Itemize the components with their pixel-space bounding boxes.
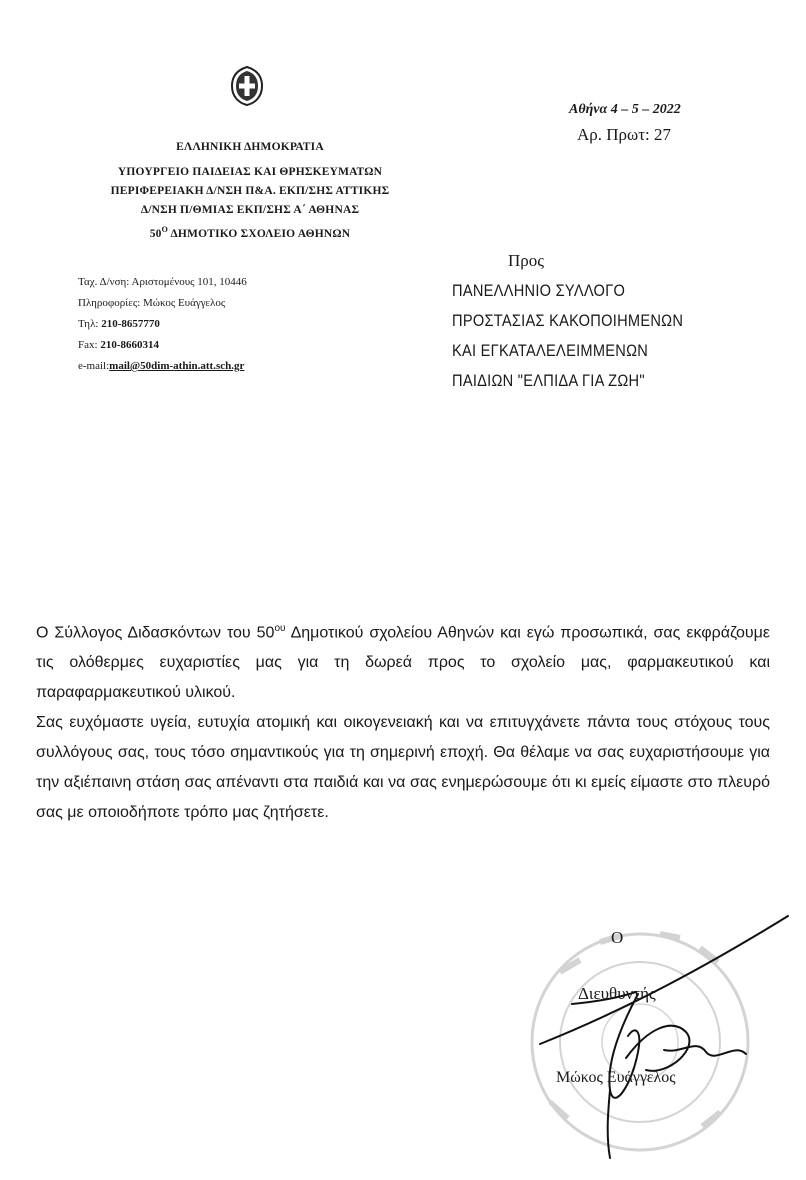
republic-title: ΕΛΛΗΝΙΚΗ ΔΗΜΟΚΡΑΤΙΑ bbox=[176, 141, 324, 153]
letterhead bbox=[60, 138, 440, 244]
date-block bbox=[569, 98, 769, 148]
letter-date: Αθήνα 4 – 5 – 2022 bbox=[569, 102, 681, 117]
address-label: Ταχ. Δ/νση: bbox=[78, 276, 130, 288]
address-value: Αριστομένους 101, 10446 bbox=[131, 276, 247, 288]
contact-info bbox=[78, 272, 378, 377]
school-name bbox=[60, 220, 440, 244]
fax-line bbox=[78, 335, 378, 356]
signature-article: Ο bbox=[611, 928, 624, 947]
body-paragraph-2: Σας ευχόμαστε υγεία, ευτυχία ατομική και οικογενειακή και να επιτυγχάνετε πάντα τους στόχους τους συλλόγους σας, τους τόσο σημαντικούς για τη σημερινή εποχή. Θα θέλαμε να σας ευχαριστήσουμε για την αξιέπαινη στάση σας απέναντι στα παιδιά και να σας ενημερώσουμε ότι κι εμείς είμαστε στο πλευρό σας με οποιοδήποτε τρόπο μας ζητήσετε. bbox=[36, 714, 770, 822]
school-number-suffix: Ο bbox=[161, 225, 169, 234]
info-value: Μώκος Ευάγγελος bbox=[143, 297, 226, 309]
recipient-line: ΠΑΝΕΛΛΗΝΙΟ ΣΥΛΛΟΓΟ bbox=[452, 281, 626, 300]
primary-directorate: Δ/ΝΣΗ Π/ΘΜΙΑΣ ΕΚΠ/ΣΗΣ Α΄ ΑΘΗΝΑΣ bbox=[140, 204, 360, 216]
to-label: Προς bbox=[508, 251, 544, 270]
letter-body bbox=[36, 614, 770, 828]
email-link[interactable]: mail@50dim-athin.att.sch.gr bbox=[109, 360, 245, 372]
signature-title: Διευθυντής bbox=[578, 984, 656, 1003]
recipient-line: ΠΡΟΣΤΑΣΙΑΣ ΚΑΚΟΠΟΙΗΜΕΝΩΝ bbox=[452, 311, 684, 330]
greek-coat-of-arms-icon bbox=[229, 66, 265, 106]
body-p1-rest: Δημοτικού σχολείου Αθηνών και εγώ προσωπικά, σας εκφράζουμε τις ολόθερμες ευχαριστίες μας για τη δωρεά προς το σχολείο μας, φαρμακευτικού και παραφαρμακευτικού υλικού. bbox=[36, 624, 770, 702]
signature-and-stamp bbox=[510, 912, 800, 1172]
tel-label: Τηλ: bbox=[78, 318, 99, 330]
signature-name: Μώκος Ευάγγελος bbox=[556, 1069, 676, 1086]
body-p1-suffix: ου bbox=[274, 623, 286, 634]
info-label: Πληροφορίες: bbox=[78, 297, 141, 309]
fax-label: Fax: bbox=[78, 339, 98, 351]
body-paragraph-1 bbox=[36, 614, 770, 708]
tel-value: 210-8657770 bbox=[101, 318, 160, 330]
ministry-title: ΥΠΟΥΡΓΕΙΟ ΠΑΙΔΕΙΑΣ ΚΑΙ ΘΡΗΣΚΕΥΜΑΤΩΝ bbox=[117, 166, 383, 178]
recipient-line: ΚΑΙ ΕΓΚΑΤΑΛΕΛΕΙΜΜΕΝΩΝ bbox=[452, 341, 649, 360]
protocol-number: Αρ. Πρωτ: 27 bbox=[577, 125, 672, 144]
school-number: 50 bbox=[149, 227, 162, 240]
school-name-text: ΔΗΜΟΤΙΚΟ ΣΧΟΛΕΙΟ ΑΘΗΝΩΝ bbox=[170, 227, 351, 240]
email-label: e-mail: bbox=[78, 360, 110, 372]
tel-line bbox=[78, 314, 378, 335]
email-line bbox=[78, 356, 378, 377]
fax-value: 210-8660314 bbox=[100, 339, 159, 351]
info-line bbox=[78, 293, 378, 314]
address-line bbox=[78, 272, 378, 293]
regional-directorate: ΠΕΡΙΦΕΡΕΙΑΚΗ Δ/ΝΣΗ Π&Α. ΕΚΠ/ΣΗΣ ΑΤΤΙΚΗΣ bbox=[110, 185, 390, 197]
recipient-block bbox=[452, 246, 792, 396]
body-p1-start: Ο Σύλλογος Διδασκόντων του 50 bbox=[36, 624, 275, 642]
recipient-line: ΠΑΙΔΙΩΝ "ΕΛΠΙΔΑ ΓΙΑ ΖΩΗ" bbox=[452, 371, 645, 390]
